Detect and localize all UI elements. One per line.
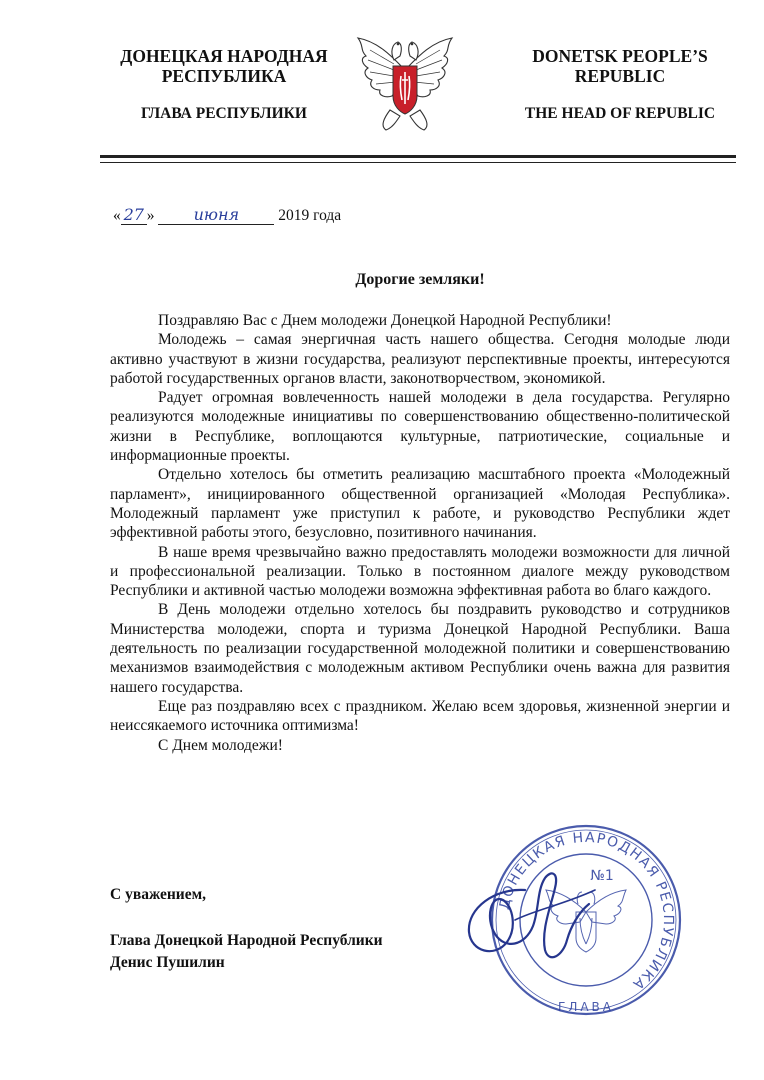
stamp-ring-text: ДОНЕЦКАЯ НАРОДНАЯ РЕСПУБЛИКА [496,829,677,994]
handwritten-signature [455,860,605,970]
body-paragraph: Молодежь – самая энергичная часть нашего общества. Сегодня молодые люди активно участвуют в жизни государства, реализуют перспективные проекты, интересуются работой государственных органов власти, законотворчеством, экономикой. [110,331,730,387]
date-year: 2019 года [278,207,342,224]
signature-block [110,930,383,974]
header-left-line1: ДОНЕЦКАЯ НАРОДНАЯ [120,46,328,66]
closing-salutation: С уважением, [110,886,207,903]
body-paragraph: В День молодежи отдельно хотелось бы поздравить руководство и сотрудников Министерства молодежи, спорта и туризма Донецкой Народной Республики. Ваша деятельность по реализации государственной молодежной политики и совершенствованию механизмов взаимодействия с молодежным активом Республики очень важна для развития нашего государства. [110,601,730,696]
body-paragraph: Радует огромная вовлеченность нашей молодежи в дела государства. Регулярно реализуются молодежные инициативы по совершенствованию общественно-политической жизни в Республике, воплощаются культурные, патриотические, социальные и информационные проекты. [110,389,730,465]
header-left-subtitle: ГЛАВА РЕСПУБЛИКИ [141,105,307,122]
letter-date [113,207,341,225]
body-paragraph: Отдельно хотелось бы отметить реализацию масштабного проекта «Молодежный парламент», инициированного общественной организацией «Молодая Республика». Молодежный парламент уже приступил к работе, и руководство Республики ждет эффективной работы этого, безусловно, позитивного начинания. [110,466,730,542]
header-right-title [500,46,740,86]
header-divider-thin [100,162,736,163]
date-day-handwritten: 27 [123,205,144,224]
date-close-quote: » [146,207,155,224]
signatory-position: Глава Донецкой Народной Республики [110,932,383,949]
greeting-heading: Дорогие земляки! [355,271,485,288]
header-divider-thick [100,155,736,158]
date-open-quote: « [113,207,121,224]
signatory-name: Денис Пушилин [110,954,225,971]
body-paragraph: С Днем молодежи! [158,736,283,754]
header-left-line2: РЕСПУБЛИКА [161,66,287,86]
letter-body [110,311,730,755]
body-paragraph: Еще раз поздравляю всех с праздником. Желаю всем здоровья, жизненной энергии и неиссякаемого источника оптимизма! [110,697,730,735]
stamp-bottom-text: ГЛАВА [558,1000,614,1014]
body-paragraph: Поздравляю Вас с Днем молодежи Донецкой Народной Республики! [158,312,612,329]
date-day-field [121,207,147,225]
header-right-line2: REPUBLIC [574,66,666,86]
body-paragraph: В наше время чрезвычайно важно предоставлять молодежи возможности для личной и профессиональной реализации. Только в постоянном диалоге между руководством Республики и активной частью молодежи возможна эффективная работа во благо каждого. [110,543,730,600]
header-right-line1: DONETSK PEOPLE’S [532,46,708,66]
header-left-title [104,46,344,86]
double-headed-eagle-emblem-icon [350,30,460,134]
date-month-handwritten: июня [193,205,240,224]
date-month-field [158,207,274,225]
stamp-number: №1 [590,868,614,884]
header-right-subtitle: THE HEAD OF REPUBLIC [524,105,716,122]
